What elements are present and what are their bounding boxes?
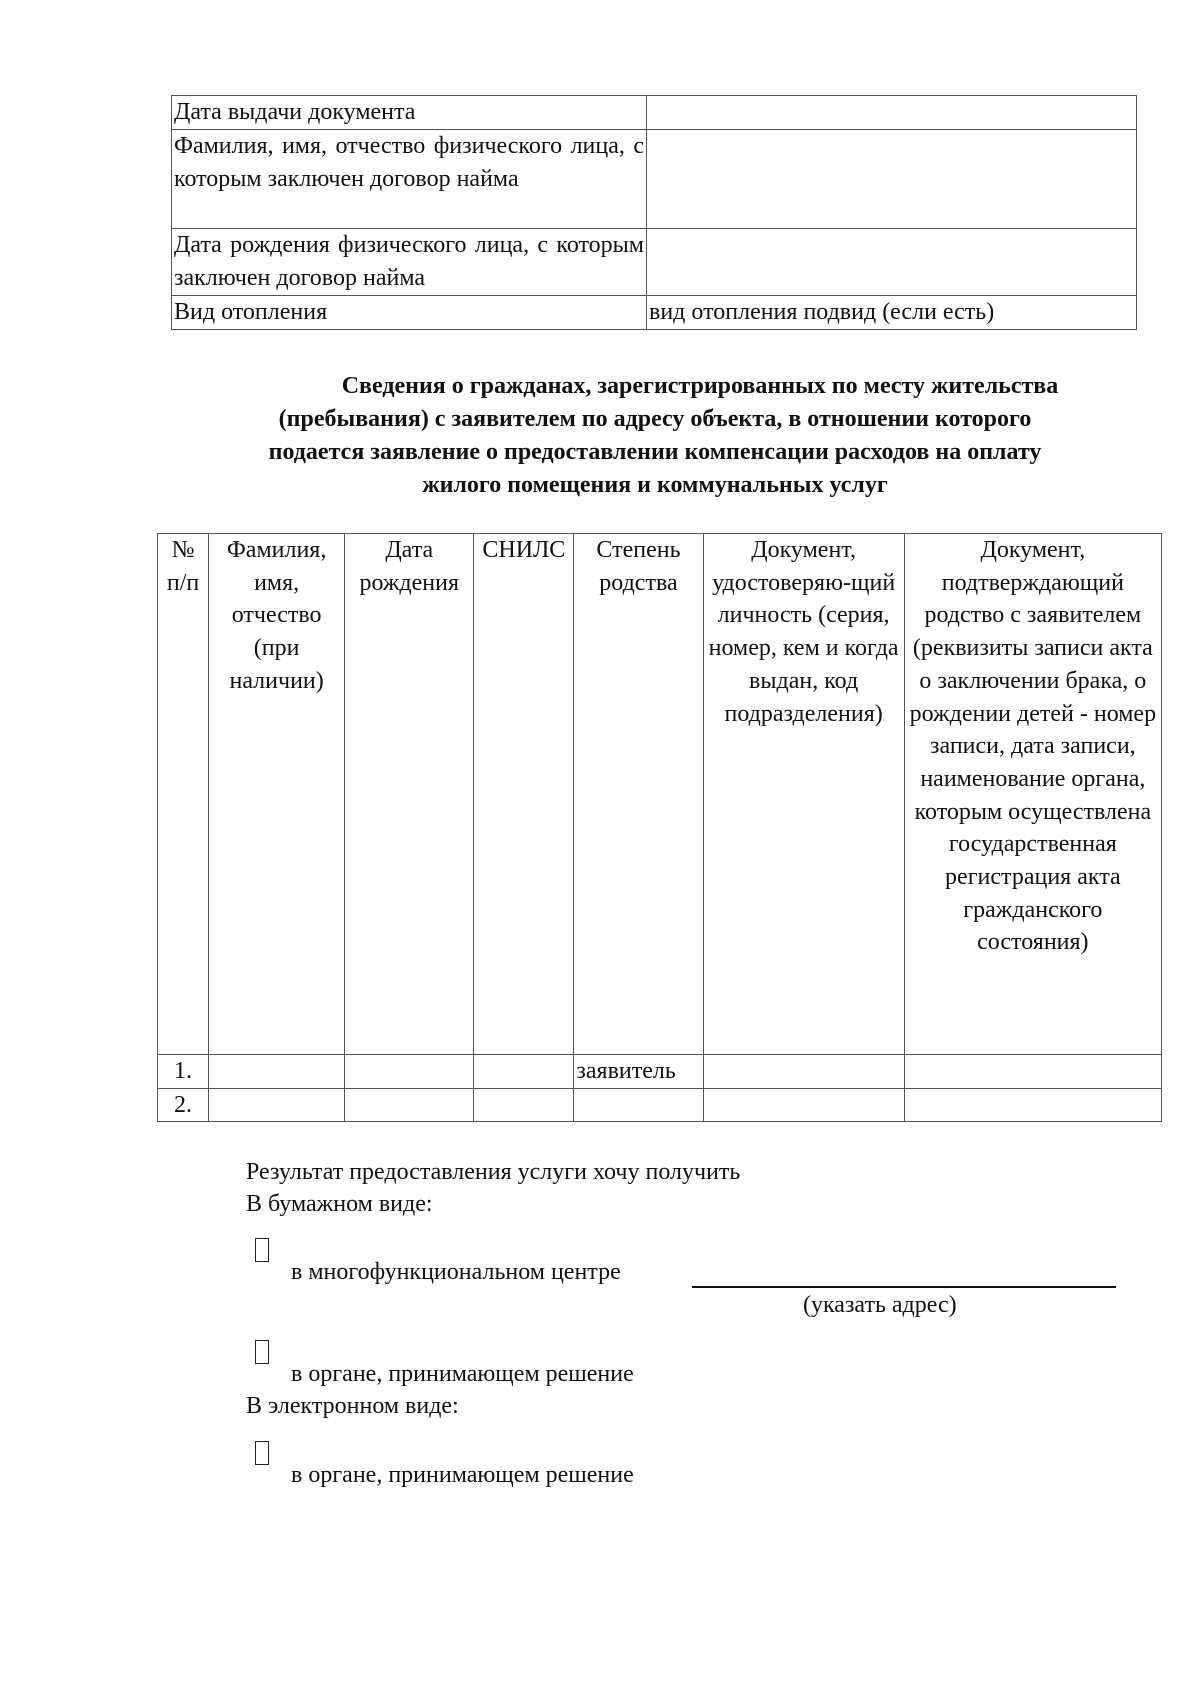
tenant-birthdate-label: Дата рождения физического лица, с которым заключен договор найма — [172, 229, 647, 296]
paper-heading: В бумажном виде: — [246, 1191, 433, 1217]
table-row — [172, 296, 1137, 330]
cell-full-name[interactable] — [209, 1088, 345, 1122]
header-kinship-document: Документ, подтверждающий родство с заявителем (реквизиты записи акта о заключении брака, о рождении детей - номер записи, дата записи, наименование органа, которым осуществлена государственная регистрация акта гражданского состояния) — [904, 534, 1161, 1055]
cell-identity-document[interactable] — [703, 1055, 904, 1089]
cell-full-name[interactable] — [209, 1055, 345, 1089]
heading-line-1: Сведения о гражданах, зарегистрированных по месту жительства — [341, 373, 1059, 399]
applicant-info-table — [171, 95, 1137, 330]
authority-paper-checkbox[interactable] — [255, 1340, 269, 1364]
heading-line-2: (пребывания) с заявителем по адресу объекта, в отношении которого — [278, 406, 1032, 432]
table-row — [172, 96, 1137, 130]
heating-type-value[interactable]: вид отопления подвид (если есть) — [647, 296, 1137, 330]
option-mfc-label: в многофункциональном центре — [291, 1259, 621, 1285]
row-number: 1. — [158, 1055, 209, 1089]
table-row — [158, 1055, 1162, 1089]
mfc-checkbox[interactable] — [255, 1238, 269, 1262]
cell-kinship[interactable] — [574, 1088, 703, 1122]
registered-citizens-table — [157, 533, 1162, 1122]
cell-birth-date[interactable] — [345, 1055, 474, 1089]
header-birth-date: Дата рождения — [345, 534, 474, 1055]
heating-type-label: Вид отопления — [172, 296, 647, 330]
address-hint: (указать адрес) — [803, 1292, 957, 1318]
header-row-number: № п/п — [158, 534, 209, 1055]
cell-snils[interactable] — [474, 1088, 574, 1122]
option-authority-paper-label: в органе, принимающем решение — [291, 1361, 634, 1387]
table-row — [172, 229, 1137, 296]
tenant-birthdate-value[interactable] — [647, 229, 1137, 296]
cell-identity-document[interactable] — [703, 1088, 904, 1122]
table-row — [158, 1088, 1162, 1122]
cell-snils[interactable] — [474, 1055, 574, 1089]
electronic-heading: В электронном виде: — [246, 1393, 459, 1419]
table-row — [172, 130, 1137, 229]
header-identity-document: Документ, удостоверяю-щий личность (серия, номер, кем и когда выдан, код подразделения) — [703, 534, 904, 1055]
cell-kinship[interactable]: заявитель — [574, 1055, 703, 1089]
option-authority-electronic-label: в органе, принимающем решение — [291, 1462, 634, 1488]
cell-kinship-document[interactable] — [904, 1088, 1161, 1122]
header-kinship: Степень родства — [574, 534, 703, 1055]
issue-date-value[interactable] — [647, 96, 1137, 130]
heading-line-4: жилого помещения и коммунальных услуг — [422, 472, 888, 498]
authority-electronic-checkbox[interactable] — [255, 1441, 269, 1465]
row-number: 2. — [158, 1088, 209, 1122]
tenant-name-value[interactable] — [647, 130, 1137, 229]
table-header-row — [158, 534, 1162, 1055]
result-intro: Результат предоставления услуги хочу получить — [246, 1159, 741, 1185]
header-snils: СНИЛС — [474, 534, 574, 1055]
mfc-address-field[interactable] — [692, 1284, 1116, 1288]
heading-line-3: подается заявление о предоставлении компенсации расходов на оплату — [268, 439, 1042, 465]
cell-kinship-document[interactable] — [904, 1055, 1161, 1089]
tenant-name-label: Фамилия, имя, отчество физического лица, с которым заключен договор найма — [172, 130, 647, 229]
cell-birth-date[interactable] — [345, 1088, 474, 1122]
section-heading — [180, 370, 1130, 502]
header-full-name: Фамилия, имя, отчество (при наличии) — [209, 534, 345, 1055]
issue-date-label: Дата выдачи документа — [172, 96, 647, 130]
